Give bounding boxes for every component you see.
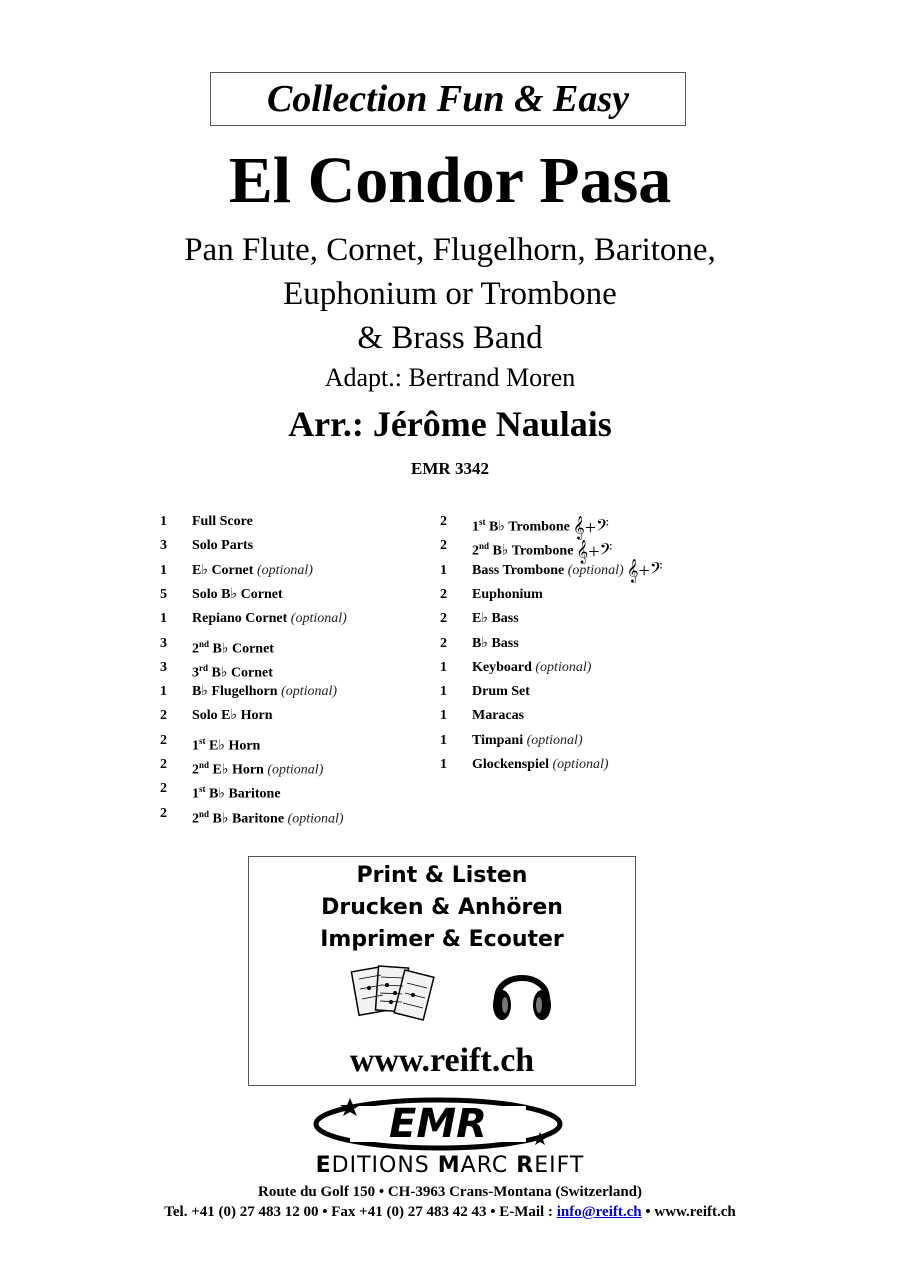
publisher-contact	[0, 1202, 900, 1222]
part-name: 2nd B♭ Baritone (optional)	[192, 808, 344, 827]
part-name: 1st B♭ Trombone 𝄞+𝄢	[472, 516, 609, 539]
part-name: Repiano Cornet (optional)	[192, 611, 347, 627]
promo-line: Print & Listen	[356, 863, 528, 888]
part-quantity: 2	[160, 781, 167, 797]
sheet-music-icon	[349, 961, 445, 1033]
part-optional-note: (optional)	[564, 562, 624, 578]
catalog-code: EMR 3342	[411, 459, 489, 478]
part-name: B♭ Flugelhorn (optional)	[192, 684, 338, 700]
part-quantity: 5	[160, 586, 167, 602]
part-name: 3rd B♭ Cornet	[192, 662, 273, 681]
part-optional-note: (optional)	[531, 659, 592, 675]
part-quantity: 2	[440, 538, 447, 554]
part-quantity: 1	[160, 514, 167, 529]
instrumentation	[0, 228, 900, 360]
publisher-address: Route du Golf 150 • CH-3963 Crans-Montana (Switzerland)	[258, 1184, 642, 1200]
part-name: Glockenspiel (optional)	[472, 757, 609, 772]
part-quantity: 1	[160, 611, 167, 627]
part-name: Solo E♭ Horn	[192, 708, 273, 724]
clef-icons: 𝄞+𝄢	[626, 559, 663, 582]
part-quantity: 3	[160, 635, 167, 651]
promo-line: Imprimer & Ecouter	[320, 927, 564, 952]
part-name: Keyboard (optional)	[472, 659, 592, 675]
part-quantity: 1	[440, 708, 447, 724]
part-quantity: 2	[440, 514, 447, 529]
print-listen-box[interactable]	[248, 856, 636, 1086]
part-quantity: 2	[160, 732, 167, 748]
part-optional-note: (optional)	[277, 684, 338, 700]
adaptation-credit: Adapt.: Bertrand Moren	[324, 363, 576, 392]
part-quantity: 2	[440, 611, 447, 627]
part-name: Solo Parts	[192, 538, 254, 554]
part-quantity: 1	[440, 684, 447, 700]
part-quantity: 3	[160, 538, 167, 554]
piece-title: El Condor Pasa	[228, 144, 672, 217]
part-name: Full Score	[192, 514, 253, 529]
part-optional-note: (optional)	[284, 811, 344, 827]
parts-list-right	[440, 512, 740, 792]
part-optional-note: (optional)	[549, 757, 609, 772]
emr-logo-text: EMR	[389, 1101, 487, 1147]
part-name: Euphonium	[472, 586, 543, 602]
part-name: E♭ Cornet (optional)	[192, 562, 313, 578]
part-name: Timpani (optional)	[472, 732, 583, 748]
arranger-credit: Arr.: Jérôme Naulais	[288, 404, 612, 444]
instrumentation-line: & Brass Band	[357, 320, 543, 356]
contact-text: • www.reift.ch	[641, 1204, 736, 1220]
part-name: 1st B♭ Baritone	[192, 784, 281, 802]
part-name: 2nd B♭ Trombone 𝄞+𝄢	[472, 540, 613, 563]
part-name: 1st E♭ Horn	[192, 735, 261, 754]
part-quantity: 2	[160, 805, 167, 821]
part-name: Solo B♭ Cornet	[192, 586, 283, 602]
part-quantity: 2	[160, 757, 167, 772]
part-optional-note: (optional)	[263, 762, 324, 778]
promo-line: Drucken & Anhören	[321, 895, 563, 920]
email-link[interactable]: info@reift.ch	[556, 1204, 642, 1220]
part-quantity: 2	[440, 635, 447, 651]
part-quantity: 1	[440, 562, 447, 578]
part-quantity: 1	[440, 757, 447, 772]
part-optional-note: (optional)	[253, 562, 313, 578]
instrumentation-line: Euphonium or Trombone	[283, 276, 617, 312]
part-quantity: 2	[160, 708, 167, 724]
clef-icons: 𝄞+𝄢	[572, 516, 609, 539]
part-quantity: 1	[440, 659, 447, 675]
part-optional-note: (optional)	[287, 611, 347, 627]
website-link[interactable]: www.reift.ch	[349, 1042, 535, 1079]
part-name: Maracas	[472, 708, 525, 724]
publisher-name: EDITIONS MARC REIFT	[315, 1153, 585, 1178]
part-quantity: 3	[160, 659, 167, 675]
part-name: E♭ Bass	[472, 611, 519, 627]
collection-title: Collection Fun & Easy	[210, 72, 686, 126]
part-optional-note: (optional)	[523, 732, 583, 748]
part-quantity: 1	[160, 562, 167, 578]
emr-logo	[310, 1090, 570, 1152]
part-name: B♭ Bass	[472, 635, 519, 651]
part-name: Bass Trombone (optional) 𝄞+𝄢	[472, 559, 663, 582]
part-name: Drum Set	[472, 684, 530, 700]
part-quantity: 1	[160, 684, 167, 700]
clef-icons: 𝄞+𝄢	[576, 540, 613, 563]
part-quantity: 1	[440, 732, 447, 748]
part-name: 2nd B♭ Cornet	[192, 638, 274, 657]
parts-list-left	[160, 512, 420, 832]
contact-text: Tel. +41 (0) 27 483 12 00 • Fax +41 (0) 27 483 42 43 • E-Mail :	[164, 1204, 557, 1220]
headphones-icon	[489, 957, 555, 1027]
instrumentation-line: Pan Flute, Cornet, Flugelhorn, Baritone,	[184, 232, 716, 268]
part-quantity: 2	[440, 586, 447, 602]
part-name: 2nd E♭ Horn (optional)	[192, 760, 324, 778]
